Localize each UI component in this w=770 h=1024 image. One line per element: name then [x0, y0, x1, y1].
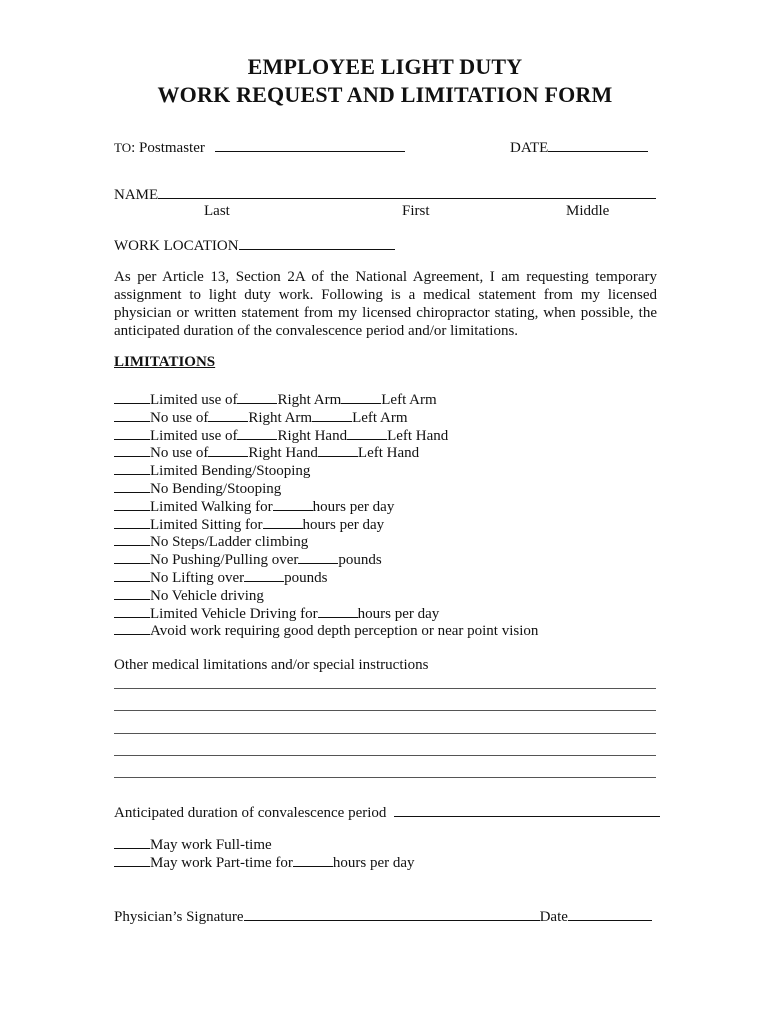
name-row — [114, 184, 656, 204]
name-middle-caption: Middle — [566, 203, 610, 219]
other-instructions-line[interactable] — [114, 755, 656, 756]
name-first-caption: First — [402, 203, 430, 219]
part-time-row — [114, 852, 415, 872]
limitation-checkbox-line[interactable] — [114, 496, 150, 511]
limitation-text: No Vehicle driving — [150, 587, 264, 604]
work-location-row — [114, 235, 395, 255]
limitation-checkbox-line[interactable] — [114, 620, 150, 635]
limitation-text: hours per day — [312, 498, 395, 515]
limitation-inline-blank[interactable] — [208, 442, 248, 457]
limitation-checkbox-line[interactable] — [114, 603, 150, 618]
to-row — [114, 137, 405, 157]
limitation-checkbox-line[interactable] — [114, 531, 150, 546]
limitation-checkbox-line[interactable] — [114, 442, 150, 457]
date-field[interactable] — [548, 137, 648, 152]
limitation-text: Right Arm — [248, 409, 313, 426]
limitation-text: Left Hand — [387, 427, 449, 444]
limitation-item — [114, 407, 538, 425]
part-time-hours-field[interactable] — [293, 852, 333, 867]
limitations-list — [114, 389, 538, 638]
limitation-inline-blank[interactable] — [318, 442, 358, 457]
name-last-caption: Last — [204, 203, 230, 219]
limitation-text: pounds — [338, 552, 382, 569]
limitation-inline-blank[interactable] — [318, 603, 358, 618]
limitation-text: hours per day — [302, 516, 385, 533]
date-label: DATE — [510, 140, 549, 156]
limitation-text: No Bending/Stooping — [150, 480, 282, 497]
limitation-inline-blank[interactable] — [237, 389, 277, 404]
limitation-inline-blank[interactable] — [273, 496, 313, 511]
limitation-checkbox-line[interactable] — [114, 389, 150, 404]
limitation-checkbox-line[interactable] — [114, 425, 150, 440]
date-row — [510, 137, 648, 157]
limitation-item — [114, 514, 538, 532]
limitation-text: Limited Walking for — [150, 498, 273, 515]
limitation-text: hours per day — [357, 605, 440, 622]
limitation-inline-blank[interactable] — [312, 407, 352, 422]
limitation-item — [114, 620, 538, 638]
limitation-text: No use of — [150, 409, 209, 426]
limitation-text: No Steps/Ladder climbing — [150, 534, 309, 551]
limitation-item — [114, 603, 538, 621]
limitation-text: Limited use of — [150, 392, 238, 408]
full-time-row — [114, 834, 272, 854]
to-prefix: TO — [114, 140, 132, 155]
limitation-checkbox-line[interactable] — [114, 478, 150, 493]
work-location-field[interactable] — [239, 235, 395, 250]
limitation-checkbox-line[interactable] — [114, 585, 150, 600]
name-label: NAME — [114, 187, 159, 203]
limitation-text: No use of — [150, 445, 209, 462]
limitation-text: No Pushing/Pulling over — [150, 552, 299, 569]
limitation-text: Limited Bending/Stooping — [150, 463, 311, 480]
duration-label: Anticipated duration of convalescence period — [114, 805, 387, 821]
intro-paragraph: As per Article 13, Section 2A of the National Agreement, I am requesting temporary assignment to light duty work. Following is a medical statement from my licensed physician or written statement from my licensed chiropractor stating, when possible, the anticipated duration of the convalescence period and/or limitations. — [114, 269, 657, 339]
other-limitations-label: Other medical limitations and/or special instructions — [114, 657, 429, 673]
limitation-item — [114, 460, 538, 478]
limitation-item — [114, 442, 538, 460]
limitation-text: Left Arm — [381, 392, 437, 408]
part-time-checkbox-line[interactable] — [114, 852, 150, 867]
limitation-item — [114, 585, 538, 603]
signature-label: Physician’s Signature — [114, 909, 244, 925]
limitation-text: pounds — [284, 569, 328, 586]
limitation-item — [114, 478, 538, 496]
limitation-inline-blank[interactable] — [341, 389, 381, 404]
work-location-label: WORK LOCATION — [114, 238, 239, 254]
other-instructions-line[interactable] — [114, 733, 656, 734]
limitation-text: Limited Sitting for — [150, 516, 263, 533]
to-label: : Postmaster — [131, 140, 205, 156]
limitation-text: Limited Vehicle Driving for — [150, 605, 318, 622]
limitation-text: Avoid work requiring good depth perception or near point vision — [150, 623, 539, 640]
full-time-label: May work Full-time — [150, 837, 272, 853]
limitation-item — [114, 425, 538, 443]
signature-field[interactable] — [244, 906, 540, 921]
limitation-checkbox-line[interactable] — [114, 460, 150, 475]
form-title-line1: EMPLOYEE LIGHT DUTY — [247, 54, 523, 79]
other-instructions-line[interactable] — [114, 710, 656, 711]
full-time-checkbox-line[interactable] — [114, 834, 150, 849]
limitation-inline-blank[interactable] — [244, 567, 284, 582]
limitation-checkbox-line[interactable] — [114, 549, 150, 564]
limitation-inline-blank[interactable] — [263, 514, 303, 529]
limitation-item — [114, 531, 538, 549]
limitation-item — [114, 567, 538, 585]
limitation-inline-blank[interactable] — [298, 549, 338, 564]
part-time-label: May work Part-time for — [150, 855, 293, 871]
limitation-item — [114, 549, 538, 567]
limitation-inline-blank[interactable] — [208, 407, 248, 422]
limitation-text: Left Arm — [352, 409, 408, 426]
limitation-checkbox-line[interactable] — [114, 567, 150, 582]
limitations-heading: LIMITATIONS — [114, 354, 216, 370]
duration-row — [114, 802, 660, 822]
name-field[interactable] — [158, 184, 656, 199]
signature-date-label: Date — [539, 909, 568, 925]
limitation-inline-blank[interactable] — [347, 425, 387, 440]
signature-row — [114, 906, 652, 926]
other-instructions-line[interactable] — [114, 777, 656, 778]
postmaster-field[interactable] — [215, 137, 405, 152]
limitation-text: Limited use of — [150, 427, 238, 444]
form-title-line2: WORK REQUEST AND LIMITATION FORM — [157, 82, 613, 107]
limitation-item — [114, 496, 538, 514]
limitation-text: Right Hand — [248, 445, 318, 462]
limitation-text: Right Arm — [277, 392, 342, 408]
limitation-text: Right Hand — [277, 427, 348, 444]
duration-field[interactable] — [394, 802, 660, 817]
signature-date-field[interactable] — [568, 906, 652, 921]
limitation-text: Left Hand — [357, 445, 420, 462]
limitation-text: No Lifting over — [150, 569, 245, 586]
limitation-item — [114, 389, 538, 407]
part-time-suffix: hours per day — [332, 855, 415, 871]
other-instructions-line[interactable] — [114, 688, 656, 689]
limitation-checkbox-line[interactable] — [114, 407, 150, 422]
limitation-inline-blank[interactable] — [237, 425, 277, 440]
limitation-checkbox-line[interactable] — [114, 514, 150, 529]
